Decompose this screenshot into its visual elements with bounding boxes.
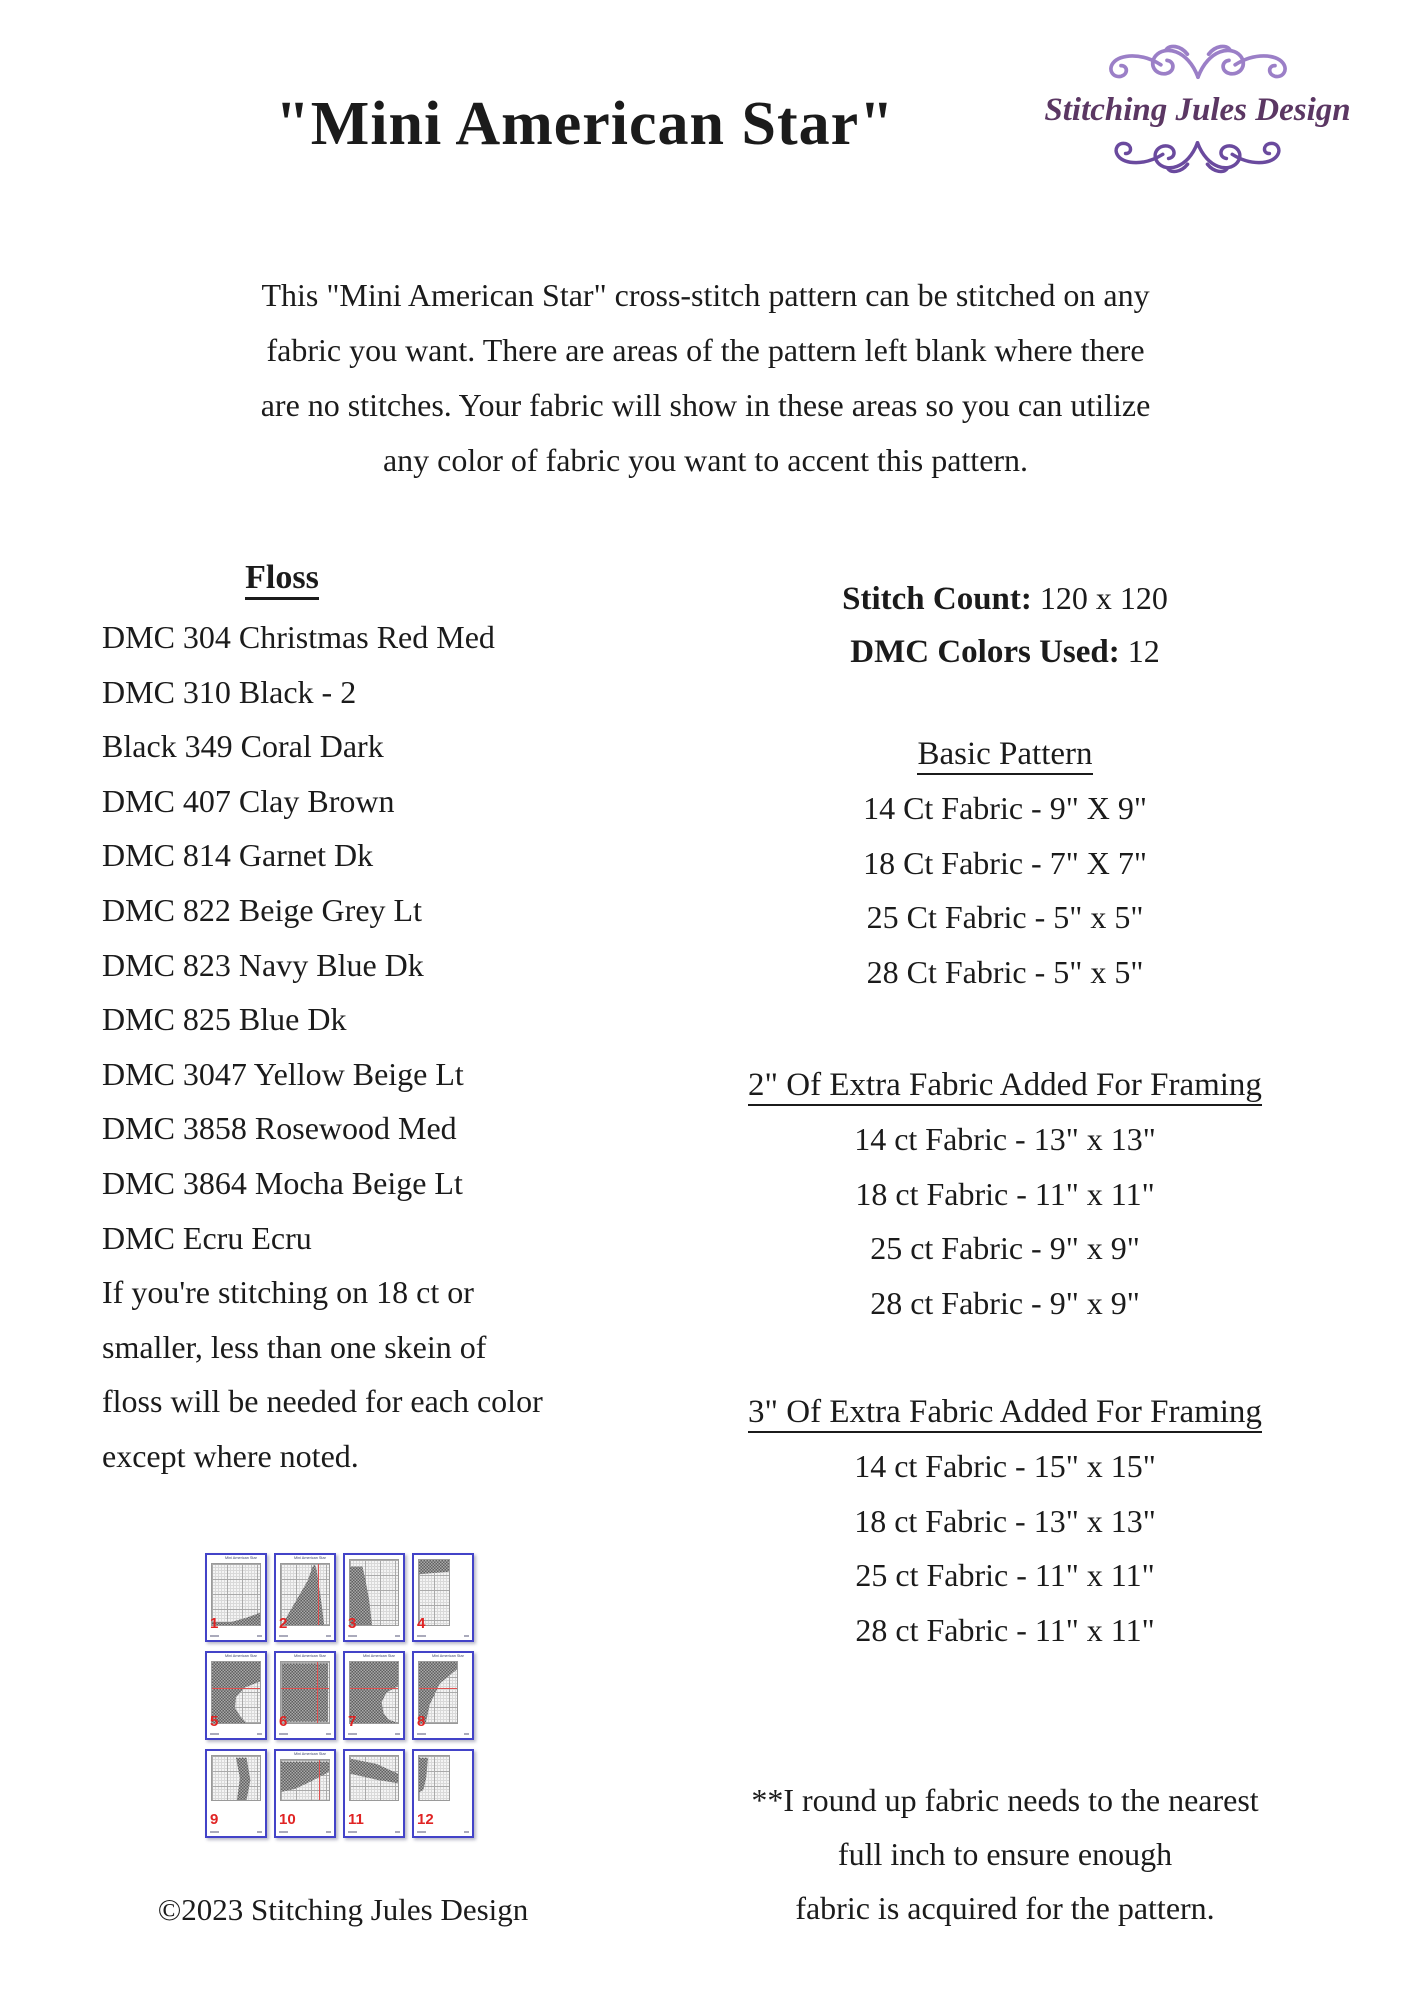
colors-used-row <box>640 625 1370 678</box>
fabric-size-line: 18 ct Fabric - 13" x 13" <box>854 1502 1156 1539</box>
section-heading: Basic Pattern <box>640 727 1370 781</box>
pattern-page-thumbnail <box>205 1553 267 1642</box>
center-line-horizontal <box>281 1688 329 1689</box>
flourish-bottom-icon <box>1090 130 1305 182</box>
framing-2in-section <box>640 1058 1370 1330</box>
pattern-page-thumbnail <box>412 1651 474 1740</box>
pattern-page-thumbnail <box>343 1749 405 1838</box>
brand-name: Stitching Jules Design <box>1044 92 1351 128</box>
thumbnail-title: Mini American Star <box>224 1556 257 1561</box>
center-line-horizontal <box>212 1688 260 1689</box>
floss-note-line: smaller, less than one skein of <box>102 1328 487 1365</box>
fabric-size-line: 25 Ct Fabric - 5" x 5" <box>866 899 1144 935</box>
floss-section <box>102 556 702 1484</box>
floss-item: DMC 3864 Mocha Beige Lt <box>102 1164 463 1201</box>
pattern-grid <box>349 1661 399 1724</box>
page-number: 3 <box>348 1615 357 1632</box>
fabric-size-line: 18 ct Fabric - 11" x 11" <box>855 1175 1155 1212</box>
colors-used-value: 12 <box>1127 633 1160 669</box>
floss-note-line: floss will be needed for each color <box>102 1383 543 1420</box>
pattern-preview <box>212 1564 260 1625</box>
framing-3in-section <box>640 1385 1370 1657</box>
pattern-page-thumbnail <box>205 1651 267 1740</box>
pattern-page-thumbnail <box>274 1749 336 1838</box>
fabric-size-line: 28 ct Fabric - 9" x 9" <box>870 1284 1140 1321</box>
floss-item: DMC 3858 Rosewood Med <box>102 1110 457 1147</box>
pattern-page-thumbnail <box>274 1651 336 1740</box>
page-number: 5 <box>210 1713 219 1730</box>
intro-line: are no stitches. Your fabric will show in these areas so you can utilize <box>260 387 1151 423</box>
pattern-grid <box>280 1661 330 1724</box>
pattern-grid <box>349 1559 399 1626</box>
pattern-preview <box>350 1756 398 1800</box>
colors-used-label: DMC Colors Used: <box>850 634 1120 670</box>
page-number: 4 <box>417 1615 426 1632</box>
pattern-grid <box>211 1755 261 1801</box>
pattern-page-thumbnail <box>412 1749 474 1838</box>
thumbnail-title: Mini American Star <box>362 1654 395 1659</box>
stitch-count-label: Stitch Count: <box>842 581 1032 617</box>
basic-pattern-section <box>640 727 1370 999</box>
stitch-count-row <box>640 572 1370 625</box>
thumbnail-title: Mini American Star <box>293 1752 326 1757</box>
floss-item: DMC 304 Christmas Red Med <box>102 619 495 655</box>
pattern-page-thumbnail <box>205 1749 267 1838</box>
pattern-thumbnails-grid <box>205 1553 474 1838</box>
fabric-size-line: 14 Ct Fabric - 9" X 9" <box>863 790 1147 826</box>
stats-section <box>640 572 1370 678</box>
stitch-count-value: 120 x 120 <box>1039 580 1168 616</box>
floss-item: DMC 822 Beige Grey Lt <box>102 891 422 928</box>
center-line-vertical <box>319 1760 320 1800</box>
floss-item: DMC 814 Garnet Dk <box>102 837 374 874</box>
page-number: 9 <box>210 1811 219 1828</box>
page-number: 10 <box>279 1811 296 1828</box>
pattern-grid <box>280 1759 330 1801</box>
fabric-size-line: 25 ct Fabric - 9" x 9" <box>870 1230 1140 1266</box>
center-line-horizontal <box>419 1688 457 1689</box>
section-heading: 3" Of Extra Fabric Added For Framing <box>640 1385 1370 1439</box>
pattern-preview <box>212 1756 260 1800</box>
intro-paragraph <box>128 268 1283 488</box>
pattern-grid <box>211 1563 261 1626</box>
fabric-size-line: 25 ct Fabric - 11" x 11" <box>855 1557 1155 1593</box>
pattern-preview <box>419 1756 449 1800</box>
pattern-grid <box>418 1755 450 1801</box>
page-number: 12 <box>417 1811 434 1828</box>
fabric-size-list <box>640 781 1370 999</box>
floss-note-line: except where noted. <box>102 1437 359 1474</box>
brand-logo <box>1025 36 1370 182</box>
pattern-grid <box>349 1755 399 1801</box>
pattern-preview <box>350 1662 398 1723</box>
floss-item: DMC 310 Black - 2 <box>102 673 357 710</box>
note-line: fabric is acquired for the pattern. <box>795 1890 1215 1926</box>
center-line-vertical <box>317 1662 318 1723</box>
pattern-page-thumbnail <box>343 1553 405 1642</box>
pattern-page-thumbnail <box>274 1553 336 1642</box>
section-heading: 2" Of Extra Fabric Added For Framing <box>640 1058 1370 1112</box>
floss-list <box>102 610 702 1484</box>
floss-item: DMC 823 Navy Blue Dk <box>102 946 424 983</box>
floss-item: DMC 407 Clay Brown <box>102 782 395 819</box>
fabric-size-line: 14 ct Fabric - 13" x 13" <box>854 1121 1156 1157</box>
floss-note-line: If you're stitching on 18 ct or <box>102 1274 474 1311</box>
pattern-page-thumbnail <box>343 1651 405 1740</box>
page-number: 7 <box>348 1713 357 1730</box>
page-title: "Mini American Star" <box>275 90 895 158</box>
intro-line: any color of fabric you want to accent this pattern. <box>382 442 1029 478</box>
intro-line: This "Mini American Star" cross-stitch pattern can be stitched on any <box>261 277 1150 313</box>
floss-item: DMC Ecru Ecru <box>102 1219 312 1256</box>
pattern-page-thumbnail <box>412 1553 474 1642</box>
pattern-preview <box>281 1662 329 1723</box>
pattern-grid <box>211 1661 261 1724</box>
center-line-horizontal <box>350 1688 398 1689</box>
fabric-size-line: 14 ct Fabric - 15" x 15" <box>854 1448 1156 1484</box>
thumbnail-title: Mini American Star <box>224 1654 257 1659</box>
fabric-size-list <box>640 1112 1370 1330</box>
pattern-grid <box>280 1563 330 1626</box>
floss-heading: Floss <box>102 556 462 600</box>
thumbnail-title: Mini American Star <box>293 1654 326 1659</box>
thumbnail-title: Mini American Star <box>293 1556 326 1561</box>
fabric-size-line: 18 Ct Fabric - 7" X 7" <box>863 844 1147 881</box>
flourish-top-icon <box>1083 36 1313 90</box>
pattern-preview <box>212 1662 260 1723</box>
fabric-size-line: 28 ct Fabric - 11" x 11" <box>855 1611 1155 1648</box>
floss-item: DMC 3047 Yellow Beige Lt <box>102 1055 464 1092</box>
fabric-size-list <box>640 1439 1370 1657</box>
floss-item: Black 349 Coral Dark <box>102 728 384 765</box>
floss-item: DMC 825 Blue Dk <box>102 1001 347 1038</box>
pattern-preview <box>350 1560 398 1625</box>
pattern-preview <box>281 1760 329 1800</box>
page-number: 8 <box>417 1713 426 1730</box>
note-line: full inch to ensure enough <box>837 1836 1173 1872</box>
pattern-preview <box>281 1564 329 1625</box>
fabric-size-line: 28 Ct Fabric - 5" x 5" <box>866 953 1144 990</box>
copyright: ©2023 Stitching Jules Design <box>157 1892 529 1927</box>
center-line-vertical <box>318 1564 319 1625</box>
page-number: 11 <box>348 1811 364 1828</box>
page-number: 6 <box>279 1713 288 1730</box>
intro-line: fabric you want. There are areas of the pattern left blank where there <box>266 332 1145 368</box>
page-number: 1 <box>210 1615 219 1632</box>
note-line: **I round up fabric needs to the nearest <box>751 1782 1259 1818</box>
page-number: 2 <box>279 1615 288 1632</box>
thumbnail-title: Mini American Star <box>431 1654 464 1659</box>
fabric-note <box>640 1773 1370 1935</box>
